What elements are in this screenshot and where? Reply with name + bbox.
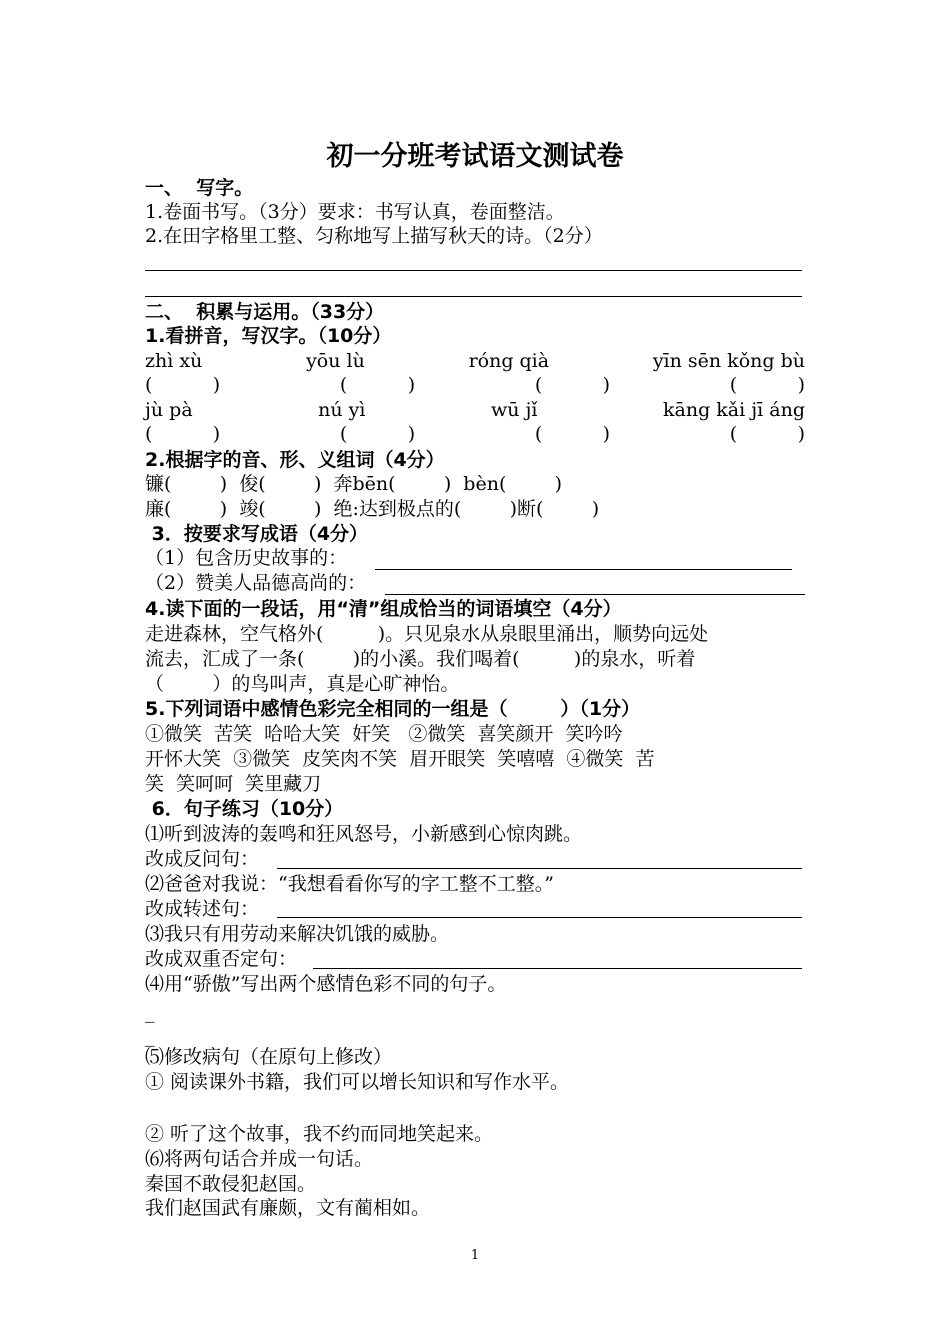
idiom-item-2: （2）赞美人品德高尚的： xyxy=(145,572,367,594)
fill-in-line-3[interactable]: （ ）的鸟叫声，真是心旷神怡。 xyxy=(145,673,460,695)
sentence-6: ⑹将两句话合并成一句话。 xyxy=(145,1148,374,1170)
sentence-5b[interactable]: ② 听了这个故事，我不约而同地笑起来。 xyxy=(145,1123,494,1145)
sentiment-line-3: 笑 笑呵呵 笑里藏刀 xyxy=(145,773,322,795)
sentence-2-task: 改成转述句： xyxy=(145,898,260,920)
pinyin-blank-row-1 xyxy=(145,373,805,397)
answer-line-rhetorical[interactable] xyxy=(277,868,802,869)
sentence-6b: 我们赵国武有廉颇，文有蔺相如。 xyxy=(145,1197,431,1219)
pinyin-word: kāng kǎi jī áng xyxy=(663,399,805,421)
answer-blank[interactable]: ( ) xyxy=(145,374,221,396)
pinyin-word: zhì xù xyxy=(145,350,203,372)
section-2-heading: 二、 积累与运用。（33分） xyxy=(145,301,385,323)
writing-line-2[interactable] xyxy=(145,296,802,297)
pinyin-blank-row-2 xyxy=(145,422,805,446)
answer-line-double-negative[interactable] xyxy=(313,968,802,969)
sec1-question-1: 1.卷面书写。（3分）要求：书写认真，卷面整洁。 xyxy=(145,201,565,223)
sentence-3: ⑶我只有用劳动来解决饥饿的威胁。 xyxy=(145,923,450,945)
pinyin-word: róng qià xyxy=(468,350,550,372)
pinyin-heading: 1.看拼音，写汉字。（10分） xyxy=(145,325,392,347)
idiom-answer-line-1[interactable] xyxy=(375,569,792,570)
answer-blank[interactable]: ( ) xyxy=(534,374,611,396)
word-building-row-1[interactable]: 镰( ) 俊( ) 奔bēn( ) bèn( ) xyxy=(145,473,563,495)
answer-dash-2[interactable]: _ xyxy=(145,1025,155,1047)
sec1-question-2: 2.在田字格里工整、匀称地写上描写秋天的诗。（2分） xyxy=(145,225,603,247)
sentiment-line-1: ①微笑 苦笑 哈哈大笑 奸笑 ②微笑 喜笑颜开 笑吟吟 xyxy=(145,723,623,745)
word-building-row-2[interactable]: 廉( ) 竣( ) 绝:达到极点的( )断( ) xyxy=(145,498,600,520)
writing-line-1[interactable] xyxy=(145,270,802,271)
word-building-heading: 2.根据字的音、形、义组词（4分） xyxy=(145,449,445,471)
page-title: 初一分班考试语文测试卷 xyxy=(326,141,624,172)
sentence-1: ⑴听到波涛的轰鸣和狂风怒号，小新感到心惊肉跳。 xyxy=(145,823,583,845)
sentiment-line-2: 开怀大笑 ③微笑 皮笑肉不笑 眉开眼笑 笑嘻嘻 ④微笑 苦 xyxy=(145,748,655,770)
section-1-heading: 一、 写字。 xyxy=(145,177,254,199)
idiom-heading: 3．按要求写成语（4分） xyxy=(145,523,369,545)
sentence-5: ⑸修改病句（在原句上修改） xyxy=(145,1046,393,1068)
sentence-6a: 秦国不敢侵犯赵国。 xyxy=(145,1173,317,1195)
idiom-item-1: （1）包含历史故事的： xyxy=(145,547,348,569)
sentence-practice-heading: 6．句子练习（10分） xyxy=(145,798,344,820)
sentence-2: ⑵爸爸对我说：“我想看看你写的字工整不工整。” xyxy=(145,873,554,895)
pinyin-row-1 xyxy=(145,349,805,373)
answer-line-indirect[interactable] xyxy=(277,917,802,918)
sentence-5a[interactable]: ① 阅读课外书籍，我们可以增长知识和写作水平。 xyxy=(145,1071,570,1093)
answer-blank[interactable]: ( ) xyxy=(339,374,416,396)
answer-blank[interactable]: ( ) xyxy=(339,423,416,445)
answer-blank[interactable]: ( ) xyxy=(729,374,805,396)
answer-blank[interactable]: ( ) xyxy=(145,423,221,445)
sentence-1-task: 改成反问句： xyxy=(145,848,260,870)
idiom-answer-line-2[interactable] xyxy=(385,594,805,595)
fill-in-heading: 4.读下面的一段话，用“清”组成恰当的词语填空（4分） xyxy=(145,598,622,620)
pinyin-word: nú yì xyxy=(318,399,366,421)
answer-blank[interactable]: ( ) xyxy=(729,423,805,445)
pinyin-row-2 xyxy=(145,398,805,422)
pinyin-word: jù pà xyxy=(145,399,193,421)
answer-blank[interactable]: ( ) xyxy=(534,423,611,445)
page-number: 1 xyxy=(470,1248,480,1263)
pinyin-word: wū jǐ xyxy=(491,399,538,421)
answer-dash-1[interactable]: _ xyxy=(145,1001,155,1023)
sentence-3-task: 改成双重否定句： xyxy=(145,948,298,970)
fill-in-line-1[interactable]: 走进森林，空气格外( )。只见泉水从泉眼里涌出，顺势向远处 xyxy=(145,623,709,645)
pinyin-word: yōu lù xyxy=(306,350,365,372)
fill-in-line-2[interactable]: 流去，汇成了一条( )的小溪。我们喝着( )的泉水，听着 xyxy=(145,648,696,670)
sentiment-heading: 5.下列词语中感情色彩完全相同的一组是（ ）（1分） xyxy=(145,698,641,720)
sentence-4: ⑷用“骄傲”写出两个感情色彩不同的句子。 xyxy=(145,973,507,995)
pinyin-word: yīn sēn kǒng bù xyxy=(652,350,805,372)
